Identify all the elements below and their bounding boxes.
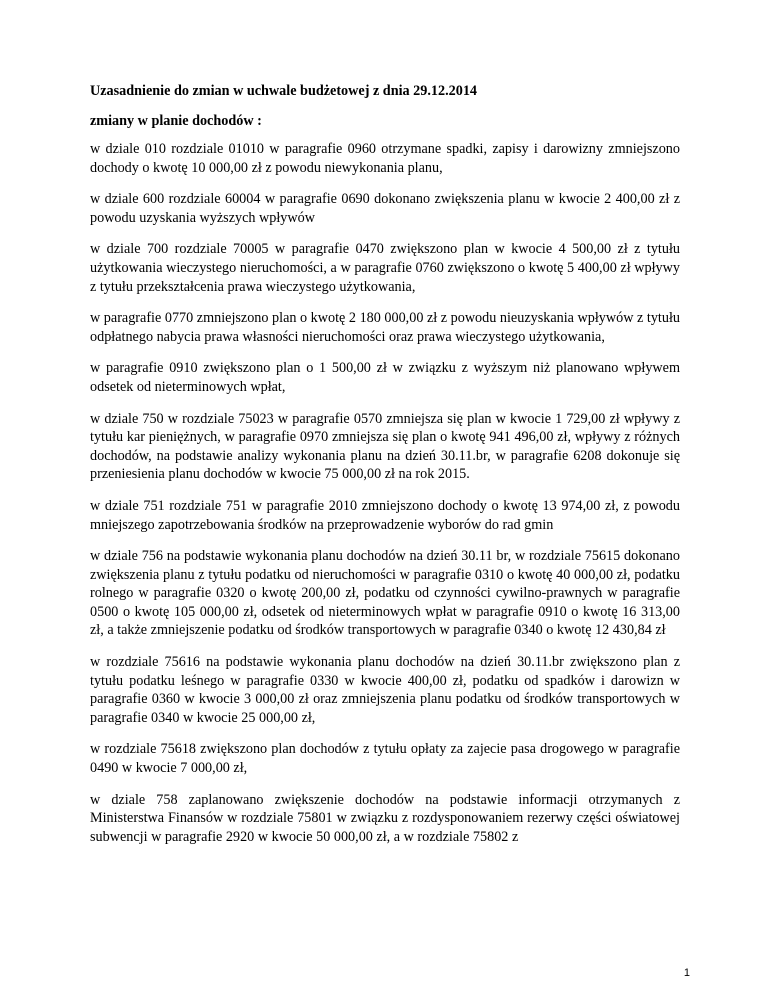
page-number: 1 bbox=[683, 967, 690, 979]
paragraph-dzial-756: w dziale 756 na podstawie wykonania planu dochodów na dzień 30.11 br, w rozdziale 75615 dokonano zwiększenia planu z tytułu podatku od nieruchomości w paragrafie 0310 o kwotę 40 000,00 zł, podatku rolnego w paragrafie 0320 o kwotę 200,00 zł, podatku od czynności cywilno-prawnych w paragrafie 0500 o kwotę 105 000,00 zł, odsetek od nieterminowych wpłat w paragrafie 0910 o kwotę 16 313,00 zł, a także zmniejszenie podatku od środków transportowych w paragrafie 0340 o kwotę 12 430,84 zł bbox=[90, 548, 680, 639]
paragraph-rozdzial-75618: w rozdziale 75618 zwiększono plan dochodów z tytułu opłaty za zajecie pasa drogowego w paragrafie 0490 w kwocie 7 000,00 zł, bbox=[90, 741, 680, 777]
document-title: Uzasadnienie do zmian w uchwale budżetowej z dnia 29.12.2014 bbox=[90, 83, 478, 99]
paragraph-dzial-010: w dziale 010 rozdziale 01010 w paragrafie 0960 otrzymane spadki, zapisy i darowizny zmniejszono dochody o kwotę 10 000,00 zł z powodu niewykonania planu, bbox=[90, 141, 680, 176]
paragraph-paragraf-0770: w paragrafie 0770 zmniejszono plan o kwotę 2 180 000,00 zł z powodu nieuzyskania wpływów z tytułu odpłatnego nabycia prawa własności nieruchomości oraz prawa wieczystego użytkowania, bbox=[90, 310, 680, 345]
paragraph-dzial-750: w dziale 750 w rozdziale 75023 w paragrafie 0570 zmniejsza się plan w kwocie 1 729,00 zł wpływy z tytułu kar pieniężnych, w paragrafie 0970 zmniejsza się plan o kwotę 941 496,00 zł, wpływy z różnych dochodów, na podstawie analizy wykonania planu na dzień 30.11.br, w paragrafie 6208 dokonuje się przeniesienia planu dochodów w kwocie 75 000,00 zł na rok 2015. bbox=[90, 410, 680, 483]
paragraph-paragraf-0910: w paragrafie 0910 zwiększono plan o 1 500,00 zł w związku z wyższym niż planowano wpływem odsetek od nieterminowych wpłat, bbox=[90, 360, 680, 395]
paragraph-rozdzial-75616: w rozdziale 75616 na podstawie wykonania planu dochodów na dzień 30.11.br zwiększono plan z tytułu podatku leśnego w paragrafie 0330 w kwocie 400,00 zł, podatku od spadków i darowizn w paragrafie 0360 w kwocie 3 000,00 zł oraz zmniejszenia planu podatku od środków transportowych w paragrafie 0340 w kwocie 25 000,00 zł, bbox=[90, 654, 680, 726]
paragraph-dzial-758: w dziale 758 zaplanowano zwiększenie dochodów na podstawie informacji otrzymanych z Ministerstwa Finansów w rozdziale 75801 w związku z rozdysponowaniem rezerwy części oświatowej subwencji w paragrafie 2920 w kwocie 50 000,00 zł, a w rozdziale 75802 z bbox=[90, 791, 680, 845]
section-subtitle: zmiany w planie dochodów : bbox=[90, 113, 262, 129]
paragraph-dzial-600: w dziale 600 rozdziale 60004 w paragrafie 0690 dokonano zwiększenia planu w kwocie 2 400,00 zł z powodu uzyskania wyższych wpływów bbox=[90, 191, 680, 226]
paragraph-dzial-700: w dziale 700 rozdziale 70005 w paragrafie 0470 zwiększono plan w kwocie 4 500,00 zł z tytułu użytkowania wieczystego nieruchomości, a w paragrafie 0760 zwiększono o kwotę 5 400,00 zł wpływy z tytułu przekształcenia prawa wieczystego użytkowania, bbox=[90, 241, 680, 295]
paragraph-dzial-751: w dziale 751 rozdziale 751 w paragrafie 2010 zmniejszono dochody o kwotę 13 974,00 zł, z powodu mniejszego zapotrzebowania środków na przeprowadzenie wyborów do rad gmin bbox=[90, 497, 680, 533]
document-page bbox=[90, 82, 680, 859]
